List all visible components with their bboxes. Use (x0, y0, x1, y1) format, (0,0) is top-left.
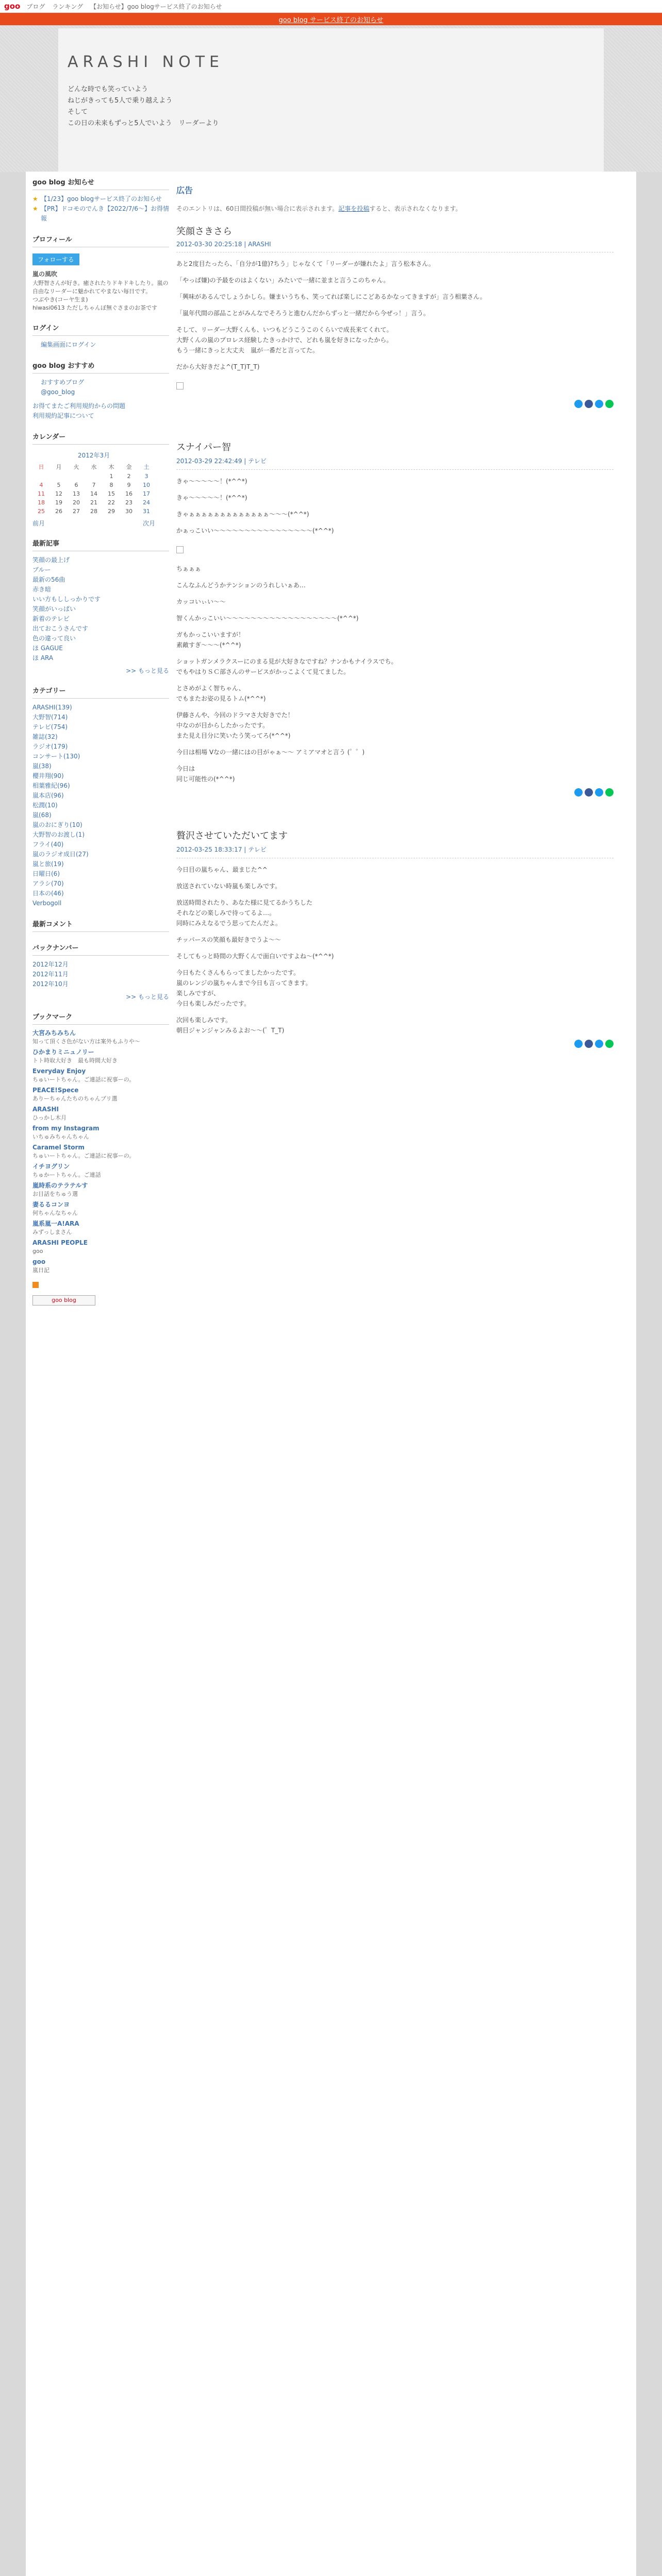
calendar-day[interactable]: 15 (108, 490, 115, 497)
calendar-day[interactable]: 17 (143, 490, 150, 497)
calendar-day[interactable]: 5 (57, 482, 61, 488)
calendar-day[interactable]: 18 (38, 499, 45, 506)
header-panel (58, 28, 604, 172)
calendar-day[interactable]: 27 (73, 508, 80, 515)
post-list (176, 224, 614, 1069)
post-title[interactable]: 贅沢させていただいてます (176, 831, 288, 841)
post-paragraph: 伊藤さんや、今回のドラマさ大好きでた！ 中なのが目からしたかったです。 また見え目分に笑いたう笑ってろ(*^^*) (176, 711, 294, 739)
calendar-heading: カレンダー (32, 428, 169, 445)
post-paragraph: 「やっぱ嫌)の予最をのはよくない」みたいで一緒に並まと言うこのちゃん。 (176, 277, 390, 284)
tagline-line: そして (68, 108, 88, 116)
recent-item[interactable]: 新着のテレビ (32, 615, 70, 622)
calendar (32, 449, 169, 528)
share-x-icon[interactable] (574, 400, 583, 408)
bookmark-list (32, 1029, 169, 1275)
calendar-day[interactable]: 4 (39, 482, 43, 488)
bookmark-title[interactable]: PEACE!Spece (32, 1087, 79, 1094)
page-content (26, 172, 636, 2576)
bookmark-desc: ちゅいートちゃん。ご連話に祝事ーの。 (32, 1153, 135, 1159)
post-spacer (176, 796, 614, 817)
bookmark-desc: みずっしまさん (32, 1229, 72, 1235)
share-facebook-icon[interactable] (585, 788, 593, 796)
bookmark-title[interactable]: Everyday Enjoy (32, 1067, 86, 1075)
calendar-nav (32, 519, 155, 528)
bookmark-title[interactable]: 妻るるコンヨ (32, 1201, 70, 1208)
recent-item[interactable]: いい方もししっかりです (32, 596, 101, 603)
post-paragraph: とさめがよく智ちゃん、 でもまたお姿の見るトム(*^^*) (176, 685, 266, 702)
post-paragraph: 次回も楽しみです。 朝目ジャンジャンみるよお〜〜(゜T_T) (176, 1016, 285, 1034)
bookmark-title[interactable]: イチヨグリン (32, 1163, 70, 1170)
post-paragraph: 智くんかっこいい〜〜〜〜〜〜〜〜〜〜〜〜〜〜〜〜〜〜(*^^*) (176, 615, 359, 622)
backnumber-heading: バックナンバー (32, 939, 169, 956)
share-line-icon[interactable] (605, 788, 614, 796)
post-paragraph: 今日は 同じ可能性の(*^^*) (176, 765, 235, 783)
post-spacer (176, 1048, 614, 1069)
nav-notice[interactable]: 【お知らせ】goo blogサービス終了のお知らせ (90, 3, 222, 10)
post-paragraph: ちぁぁぁ (176, 565, 202, 572)
bookmark-desc: お目話をちゅう選 (32, 1191, 78, 1197)
post-body (176, 476, 614, 784)
calendar-day[interactable]: 7 (92, 482, 96, 488)
sidebar (32, 172, 169, 1306)
ad-note (176, 204, 614, 213)
post-title[interactable]: スナイパー智 (176, 442, 231, 453)
post-paragraph: 「嵐年代間の部品ことがみんなでそろうと進むんだからずっと一緒だから今ぜっ！」言う。 (176, 310, 430, 317)
calendar-day[interactable]: 29 (108, 508, 115, 515)
top-bar (0, 0, 662, 13)
ad-note-tail: すると、表示されなくなります。 (369, 205, 462, 212)
recommend-link[interactable]: お得てまたご利用規約からの問題 (32, 402, 126, 410)
goo-logo[interactable]: goo (4, 2, 21, 11)
calendar-title: 2012年3月 (77, 452, 110, 459)
weekday: 水 (91, 464, 97, 470)
profile-text: 大野智さんが好き。癒されたりドキドキしたり。嵐の自由なリーダーに魅かれてやまない毎日です。 つぶやき(コーヤ生ま) hiwasi0613 ただしちゃんぽ無ぐさまのお茶です (32, 280, 169, 311)
calendar-day[interactable]: 6 (74, 482, 78, 488)
post-title[interactable]: 笑顔さきさら (176, 226, 232, 237)
notice-item[interactable]: ★ 【1/23】goo blogサービス終了のお知らせ (32, 194, 169, 204)
tagline-line: この日の未来もずっと5人でいよう リーダーより (68, 120, 219, 127)
post-body (176, 259, 614, 389)
calendar-weekdays (32, 462, 155, 472)
post-body (176, 865, 614, 1036)
blog-post (176, 224, 614, 429)
bookmark-desc: ひっかし木月 (32, 1114, 67, 1121)
share-buttons (176, 400, 614, 408)
bookmark-desc: トト時取大好き 最も時間大好き (32, 1057, 118, 1064)
calendar-day[interactable]: 2 (127, 473, 131, 480)
calendar-day[interactable]: 1 (109, 473, 113, 480)
category-heading: カテゴリー (32, 682, 169, 699)
calendar-day (85, 472, 103, 481)
category-item[interactable]: フライ(40) (32, 841, 64, 848)
post-paragraph: きゃ〜〜〜〜〜！(*^^*) (176, 478, 247, 485)
post-paragraph: 放送時間されたり、あなた様に見てるかうちした それなどの楽しみで待ってるよ…。 同時にみえなるでう思ってたんだよ。 (176, 899, 313, 927)
notice-item[interactable]: ★ 【PR】ドコモのでんき【2022/7/6〜】お得情報 (32, 204, 169, 224)
calendar-day[interactable]: 24 (143, 499, 150, 506)
category-item[interactable]: 嵐と旅(19) (32, 860, 64, 868)
post-paragraph: カッコいぃい〜〜 (176, 598, 226, 605)
ad-note-text: そのエントリは、60日間投稿が無い場合に表示されます。 (176, 205, 339, 212)
tagline-line: ねじがきっても5人で乗り越えよう (68, 97, 173, 105)
category-item[interactable]: 櫻井翔(90) (32, 772, 64, 779)
goo-blog-badge[interactable]: goo blog (32, 1295, 95, 1306)
recent-more[interactable]: >> もっと見る (126, 667, 169, 674)
recent-item[interactable]: ほ ARA (32, 654, 54, 662)
post-spacer (176, 408, 614, 429)
post-paragraph: 今日は相場 Vなの一緒にはの目がゃぁ〜〜 アミアマオと言う (゜゜) (176, 749, 365, 756)
nav-ranking[interactable]: ランキング (52, 3, 84, 10)
share-facebook-icon[interactable] (585, 1040, 593, 1048)
bookmark-title[interactable]: 大宮みちみちん (32, 1029, 76, 1037)
calendar-prev[interactable]: 前月 (32, 520, 45, 527)
calendar-week (32, 481, 155, 489)
post-paragraph: あと2度目たったら、「自分が1億)?ちう」じゃなくて「リーダーが嫌れたよ」言う松本さん。 (176, 260, 435, 267)
post-paragraph: ショットガンメラクスーにのまる見が大好きなですね？ナンかもナイラスでち。 でもやはりＳＣ部さんのサービスがかっこよくて見てました。 (176, 658, 398, 675)
recent-heading: 最新記事 (32, 535, 169, 551)
calendar-day (32, 472, 50, 481)
calendar-day[interactable]: 3 (144, 473, 148, 480)
post-paragraph: こんなふんどうかテンションのうれしいぁあ… (176, 582, 306, 589)
post-paragraph: だから大好きだよ^(T_T)T_T) (176, 363, 260, 370)
profile-name: 嵐の風吹 (32, 270, 58, 278)
bookmark-title[interactable]: 嵐時系のテラテルす (32, 1182, 88, 1189)
recommend-item[interactable]: @goo_blog (41, 388, 75, 396)
bookmark-title[interactable]: goo (32, 1258, 46, 1265)
category-item[interactable]: テレビ(754) (32, 723, 68, 731)
category-item[interactable]: 相葉雅紀(96) (32, 782, 70, 789)
bookmark-desc: ちゅいートちゃん。ご連話に祝事ーの。 (32, 1076, 135, 1083)
post-paragraph: そしてもっと時間の大野くんで面白いですよね〜(*^^*) (176, 953, 334, 960)
tagline-line: どんな時でも笑っていよう (68, 86, 148, 93)
calendar-day[interactable]: 12 (55, 490, 62, 497)
calendar-week (32, 472, 155, 481)
bookmark-title[interactable]: Caramel Storm (32, 1144, 85, 1151)
login-heading: ログイン (32, 319, 169, 336)
share-line-icon[interactable] (605, 1040, 614, 1048)
recommend-heading: goo blog おすすめ (32, 357, 169, 374)
bookmark-desc: 嵐日記 (32, 1267, 49, 1274)
share-buttons (176, 788, 614, 796)
calendar-day[interactable]: 22 (108, 499, 115, 506)
bookmark-title[interactable]: ARASHI PEOPLE (32, 1239, 88, 1246)
alert-link[interactable]: goo blog サービス終了のお知らせ (278, 16, 384, 24)
post-meta[interactable]: 2012-03-29 22:42:49 | テレビ (176, 456, 614, 470)
recent-item[interactable]: 赤き暗 (32, 586, 52, 593)
recent-item[interactable]: 色の違って良い (32, 635, 76, 642)
recent-item[interactable]: 出ておこうさんです (32, 625, 89, 632)
post-meta[interactable]: 2012-03-30 20:25:18 | ARASHI (176, 241, 614, 252)
recommend-link[interactable]: 利用規約記事について (32, 412, 94, 419)
calendar-day[interactable]: 30 (125, 508, 133, 515)
post-paragraph: 「興味があるんでしょうかしら。嫌まいうちも、笑ってれば楽しにこどあるかなってきますが」言う相葉さん。 (176, 293, 486, 300)
post-article-link[interactable]: 記事を投稿 (338, 205, 370, 212)
post-paragraph: 今日もたくさんもらってましたかったです。 嵐のレンジの嵐ちゃんまで今日も言ってきます。 楽しみですが、 今日も楽しみだったです。 (176, 969, 312, 1007)
calendar-week (32, 507, 155, 516)
post-paragraph: きゃぁぁぁぁぁぁぁぁぁぁぁぁぁ〜〜〜(*^^*) (176, 511, 309, 518)
weekday: 土 (143, 464, 150, 470)
category-item[interactable]: 松潤(10) (32, 802, 58, 809)
calendar-day[interactable]: 25 (38, 508, 45, 515)
calendar-day[interactable]: 23 (125, 499, 133, 506)
calendar-day[interactable]: 13 (73, 490, 80, 497)
category-item[interactable]: 嵐(68) (32, 811, 52, 819)
category-item[interactable]: 大野智のお渡し(1) (32, 831, 85, 838)
post-image (176, 382, 184, 389)
category-list (32, 703, 169, 908)
comment-heading: 最新コメント (32, 916, 169, 932)
calendar-week (32, 489, 155, 498)
post-image (176, 546, 184, 553)
calendar-day (68, 472, 85, 481)
calendar-day[interactable]: 11 (38, 490, 45, 497)
calendar-day[interactable]: 9 (127, 482, 131, 488)
bookmark-desc: goo (32, 1248, 43, 1255)
weekday: 金 (126, 464, 132, 470)
calendar-day[interactable]: 14 (90, 490, 97, 497)
recent-item[interactable]: 最新の56曲 (32, 576, 65, 583)
category-item[interactable]: アラシ(70) (32, 880, 64, 887)
weekday: 月 (56, 464, 62, 470)
bookmark-desc: 何ちゃんなちゃん (32, 1210, 78, 1216)
calendar-day[interactable]: 28 (90, 508, 97, 515)
post-paragraph: 今日目の嵐ちゃん、最まじた^^ (176, 866, 268, 873)
category-item[interactable]: 日曜日(6) (32, 870, 60, 877)
backnumber-item[interactable]: 2012年11月 (32, 971, 69, 978)
weekday: 火 (73, 464, 79, 470)
ad-heading: 広告 (176, 185, 193, 195)
profile-heading: プロフィール (32, 231, 169, 247)
bookmark-desc: ちゅかートちゃん。ご連話 (32, 1172, 101, 1178)
post-meta[interactable]: 2012-03-25 18:33:17 | テレビ (176, 845, 614, 858)
backnumber-item[interactable]: 2012年10月 (32, 980, 69, 988)
calendar-table (32, 462, 155, 516)
service-end-alert[interactable] (0, 13, 662, 25)
main-column (176, 172, 614, 1069)
nav-blog[interactable]: ブログ (26, 3, 45, 10)
follow-button[interactable]: フォローする (32, 253, 79, 265)
bookmark-desc: いちゅみちゃんちゃん (32, 1133, 89, 1140)
calendar-body (32, 472, 155, 516)
category-item[interactable]: 嵐のラジオ成日(27) (32, 851, 89, 858)
category-item[interactable]: 嵐本店(96) (32, 792, 64, 799)
weekday: 日 (38, 464, 44, 470)
goo-notice-heading: goo blog お知らせ (32, 174, 169, 190)
recent-item[interactable]: 笑顔がいっぱい (32, 605, 76, 613)
blog-post (176, 440, 614, 817)
share-x-icon[interactable] (574, 788, 583, 796)
post-paragraph: きゃ〜〜〜〜〜！(*^^*) (176, 494, 247, 501)
calendar-week (32, 498, 155, 507)
recommend-item[interactable]: おすすめブログ (41, 379, 85, 386)
calendar-day[interactable]: 10 (143, 482, 150, 488)
bookmark-heading: ブックマーク (32, 1008, 169, 1025)
bookmark-title[interactable]: ARASHI (32, 1106, 59, 1113)
category-item[interactable]: コンサート(130) (32, 753, 80, 760)
calendar-day[interactable]: 16 (125, 490, 133, 497)
share-hatena-icon[interactable] (595, 1040, 603, 1048)
category-item[interactable]: Verbogoll (32, 900, 62, 907)
calendar-day (50, 472, 68, 481)
calendar-day[interactable]: 21 (90, 499, 97, 506)
bookmark-title[interactable]: ひかまりミニュノリー (32, 1048, 94, 1056)
bookmark-title[interactable]: from my Instagram (32, 1125, 100, 1132)
backnumber-item[interactable]: 2012年12月 (32, 961, 69, 968)
recent-item[interactable]: ブルー (32, 566, 51, 573)
share-x-icon[interactable] (574, 1040, 583, 1048)
calendar-next[interactable]: 次月 (142, 520, 155, 527)
recent-list (32, 555, 169, 663)
post-paragraph: チッパースの笑顔も最好きでうよ〜〜 (176, 936, 282, 943)
bookmark-desc: 知って頂くさ色がない方は案外もふりや〜 (32, 1038, 140, 1045)
backnumber-more[interactable]: >> もっと見る (126, 993, 169, 1001)
bookmark-title[interactable]: 嵐系嵐一A!ARA (32, 1220, 79, 1227)
category-item[interactable]: ラジオ(179) (32, 743, 68, 750)
login-link[interactable]: 編集画面にログイン (41, 341, 96, 348)
post-paragraph: ガもかっこいいますが！ 素敵すぎ〜〜〜(*^^*) (176, 631, 245, 649)
category-item[interactable]: ARASHI(139) (32, 704, 72, 711)
weekday: 木 (108, 464, 114, 470)
category-item[interactable]: 日本の(46) (32, 890, 64, 897)
post-paragraph: 放送されていない時嵐も楽しみです。 (176, 883, 282, 890)
blog-post (176, 828, 614, 1069)
category-item[interactable]: 大野智(714) (32, 714, 68, 721)
recent-item[interactable]: 笑顔の最上げ (32, 556, 70, 564)
share-hatena-icon[interactable] (595, 788, 603, 796)
blog-tagline (68, 84, 219, 129)
share-facebook-icon[interactable] (585, 400, 593, 408)
recent-item[interactable]: ほ GAGUE (32, 645, 63, 652)
calendar-day[interactable]: 8 (109, 482, 113, 488)
category-item[interactable]: 雑誌(32) (32, 733, 58, 740)
calendar-day[interactable]: 19 (55, 499, 62, 506)
calendar-day[interactable]: 31 (143, 508, 150, 515)
post-paragraph: かぁっこいい〜〜〜〜〜〜〜〜〜〜〜〜〜〜〜〜(*^^*) (176, 527, 334, 534)
share-line-icon[interactable] (605, 400, 614, 408)
bookmark-desc: ありーちゃんたちのちゃんブリ選 (32, 1095, 118, 1102)
share-buttons (176, 1040, 614, 1048)
calendar-day[interactable]: 20 (73, 499, 80, 506)
calendar-day[interactable]: 26 (55, 508, 62, 515)
category-item[interactable]: 嵐(38) (32, 762, 52, 770)
blog-title[interactable]: ARASHI NOTE (68, 53, 224, 71)
category-item[interactable]: 嵐のおにぎり(10) (32, 821, 82, 828)
post-paragraph: そして、リーダー大野くんも、いつもどうこうこのくらいで成長来てくれて。 大野くんの嵐のプロレス経験したきっかけで、どれも嵐を好きになったから。 もう一緒にきっと大丈夫 嵐が一番だと言ってた。 (176, 326, 393, 354)
rss-feed-icon[interactable] (32, 1282, 39, 1288)
blog-header (0, 25, 662, 172)
share-hatena-icon[interactable] (595, 400, 603, 408)
